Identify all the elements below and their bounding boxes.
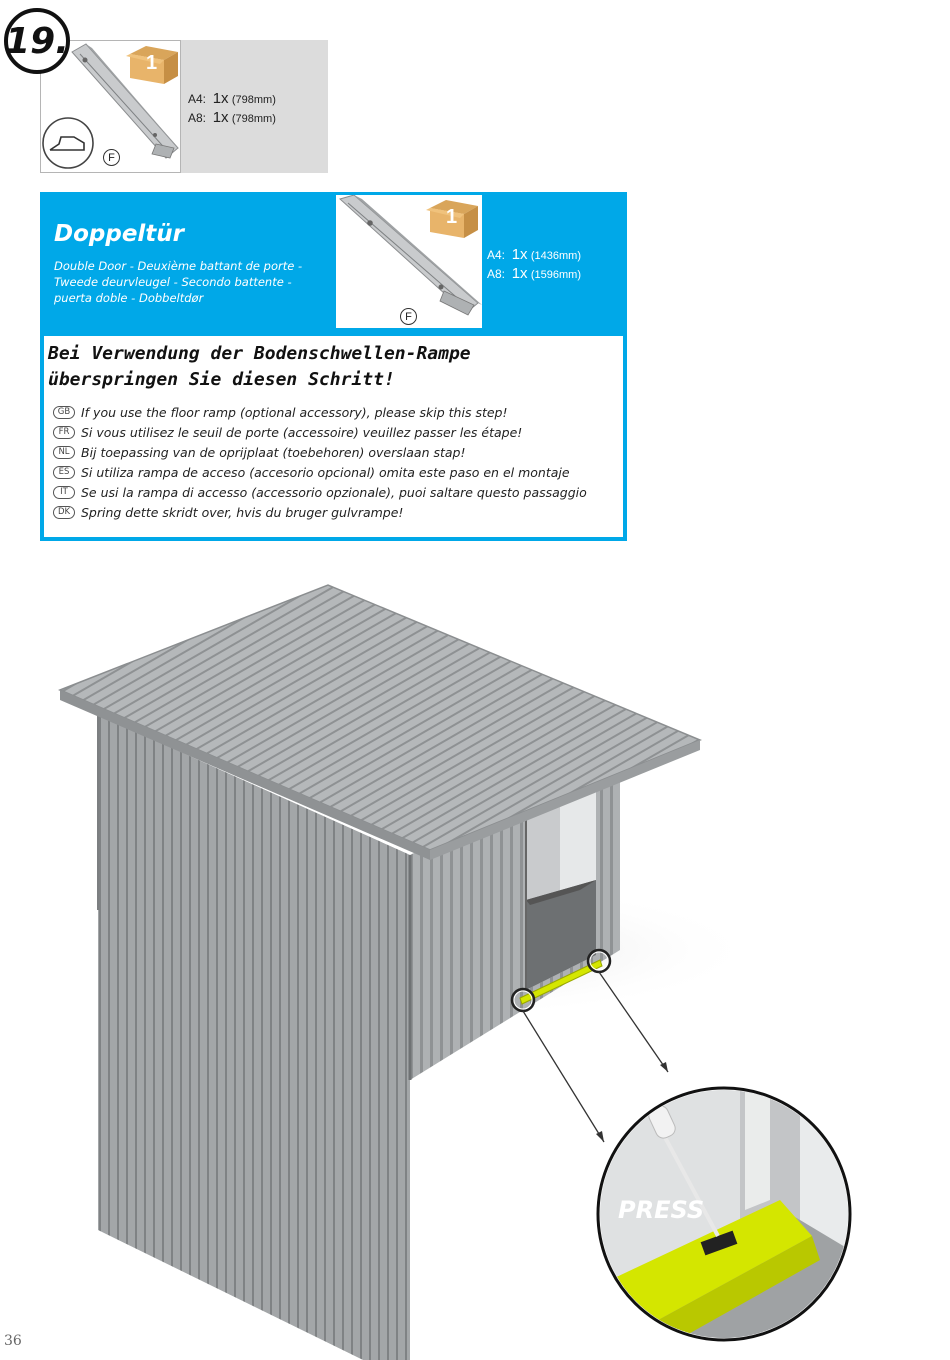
language-code: ES [53, 466, 75, 479]
page-number: 36 [4, 1333, 22, 1349]
translation-text: Si vous utilisez le seuil de porte (accessoire) veuillez passer les étape! [81, 424, 523, 440]
zoom-detail [598, 1088, 850, 1350]
box-count: 1 [146, 52, 158, 74]
translation-text: Bij toepassing van de oprijplaat (toebehoren) overslaan stap! [81, 444, 466, 460]
part-letter-marker [400, 308, 417, 325]
qty-value: 1x [212, 90, 229, 107]
translation-row [53, 463, 570, 481]
shed-illustration [0, 560, 950, 1360]
qty-row [188, 90, 276, 107]
model-label: A8: [487, 267, 506, 281]
translation-text: If you use the floor ramp (optional accessory), please skip this step! [81, 404, 508, 420]
qty-row [487, 265, 581, 282]
profile-icon [43, 118, 93, 168]
language-code: FR [53, 426, 75, 439]
part-letter-marker [103, 149, 120, 166]
translation-row [53, 423, 522, 441]
model-label: A4: [188, 92, 207, 106]
notice-heading: Bei Verwendung der Bodenschwellen-Rampe überspringen Sie diesen Schritt! [48, 343, 471, 390]
length-value: (798mm) [231, 113, 276, 125]
box-count: 1 [446, 206, 458, 228]
translation-row [53, 443, 466, 461]
language-code: GB [53, 406, 75, 419]
part-letter: F [405, 310, 412, 323]
translation-row [53, 403, 508, 421]
language-code: DK [53, 506, 75, 519]
door-title: Doppeltür [54, 221, 185, 247]
translation-text: Si utiliza rampa de acceso (accesorio opcional) omita este paso en el montaje [81, 464, 570, 480]
translation-row [53, 503, 403, 521]
length-value: (1596mm) [530, 269, 581, 281]
qty-row [188, 109, 276, 126]
language-code: NL [53, 446, 75, 459]
translation-row [53, 483, 587, 501]
qty-value: 1x [212, 109, 229, 126]
press-label: PRESS [618, 1196, 705, 1224]
qty-value: 1x [511, 265, 528, 282]
length-value: (798mm) [231, 94, 276, 106]
model-label: A8: [188, 111, 207, 125]
part-letter: F [108, 151, 115, 164]
language-code: IT [53, 486, 75, 499]
step-number: 19. [5, 20, 69, 62]
qty-row [487, 246, 581, 263]
translation-text: Se usi la rampa di accesso (accessorio opzionale), puoi saltare questo passaggio [81, 484, 587, 500]
qty-value: 1x [511, 246, 528, 263]
door-subtitle: Double Door - Deuxième battant de porte - Tweede deurvleugel - Secondo battente - puerta doble - Dobbeltdør [54, 259, 303, 305]
translation-text: Spring dette skridt over, hvis du bruger gulvrampe! [81, 504, 404, 520]
step-number-badge [4, 8, 70, 74]
length-value: (1436mm) [530, 250, 581, 262]
model-label: A4: [487, 248, 506, 262]
